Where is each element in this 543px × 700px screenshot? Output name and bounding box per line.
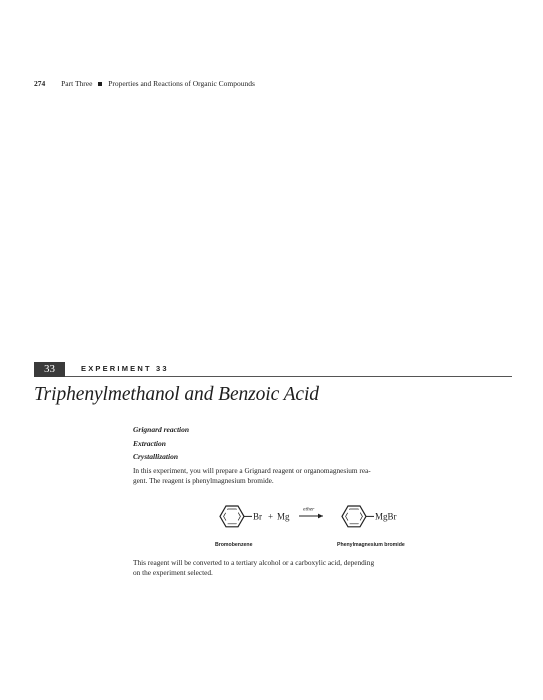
reaction-condition: ether [303,506,315,513]
reactant-caption: Bromobenzene [215,542,253,548]
part-label: Part Three [61,79,93,88]
plus-sign: + [268,511,274,522]
product-caption: Phenylmagnesium bromide [337,542,405,548]
topic-item: Grignard reaction [133,425,190,434]
section-label: Properties and Reactions of Organic Compounds [108,79,255,88]
topic-item: Extraction [133,438,166,448]
intro-line: gent. The reagent is phenylmagnesium bromide. [133,476,274,485]
benzene-ring-icon [220,506,244,527]
experiment-label: EXPERIMENT 33 [81,364,169,373]
conclusion-paragraph [133,558,493,578]
magnesium-reagent: Mg [277,511,290,522]
reaction-arrow-icon [299,514,323,519]
page-number: 274 [34,79,46,88]
experiment-number-badge: 33 [34,362,65,377]
benzene-ring-icon [342,506,366,527]
intro-line: In this experiment, you will prepare a Grignard reagent or organomagnesium rea- [133,466,371,475]
reactant-substituent: Br [253,511,262,522]
experiment-title: Triphenylmethanol and Benzoic Acid [34,384,319,405]
conclusion-line: This reagent will be converted to a tertiary alcohol or a carboxylic acid, depending [133,558,375,567]
product-substituent: MgBr [375,511,397,522]
topic-item: Crystallization [133,452,179,461]
conclusion-line: on the experiment selected. [133,568,213,577]
